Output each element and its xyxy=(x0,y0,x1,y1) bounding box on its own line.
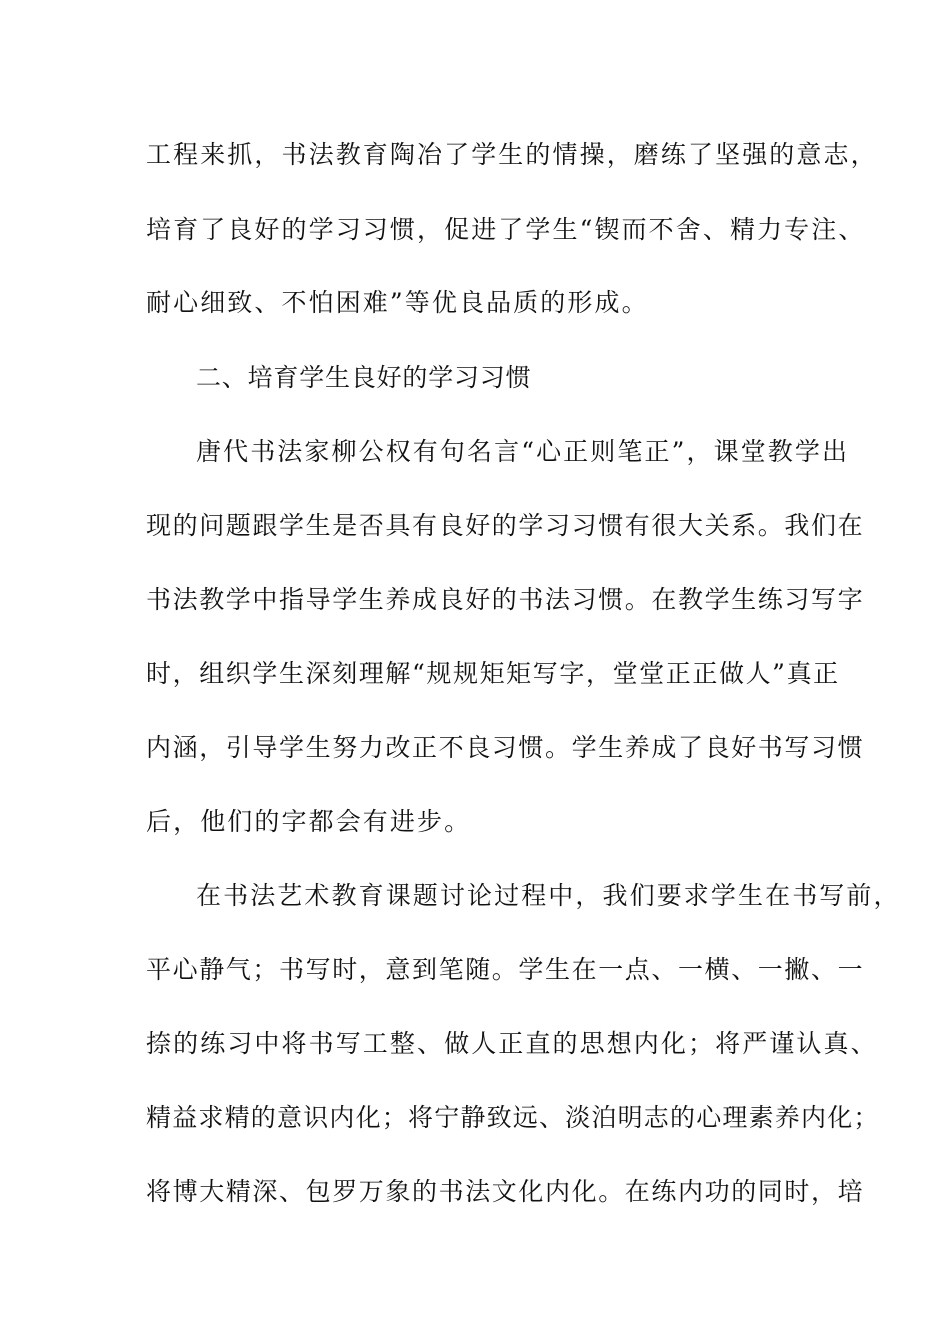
section-heading: 二、培育学生良好的学习习惯 xyxy=(196,363,532,392)
body-text-line: 捺的练习中将书写工整、做人正直的思想内化；将严谨认真、 xyxy=(146,1029,878,1058)
body-text-line: 后，他们的字都会有进步。 xyxy=(146,807,472,836)
body-text-line: 现的问题跟学生是否具有良好的学习习惯有很大关系。我们在 xyxy=(146,511,865,540)
body-text-line: 时，组织学生深刻理解“规规矩矩写字，堂堂正正做人”真正 xyxy=(146,659,840,688)
body-text-line: 工程来抓，书法教育陶冶了学生的情操，磨练了坚强的意志， xyxy=(146,140,878,169)
body-text-line: 将博大精深、包罗万象的书法文化内化。在练内功的同时，培 xyxy=(146,1177,865,1206)
body-text-line: 精益求精的意识内化；将宁静致远、淡泊明志的心理素养内化； xyxy=(146,1103,880,1132)
body-text-line: 在书法艺术教育课题讨论过程中，我们要求学生在书写前， xyxy=(196,881,901,910)
body-text-line: 内涵，引导学生努力改正不良习惯。学生养成了良好书写习惯 xyxy=(146,733,865,762)
body-text-line: 书法教学中指导学生养成良好的书法习惯。在教学生练习写字 xyxy=(146,585,865,614)
body-text-line: 耐心细致、不怕困难”等优良品质的形成。 xyxy=(146,288,649,317)
body-text-line: 平心静气；书写时，意到笔随。学生在一点、一横、一撇、一 xyxy=(146,955,865,984)
body-text-line: 唐代书法家柳公权有句名言“心正则笔正”，课堂教学出 xyxy=(196,437,850,466)
body-text-line: 培育了良好的学习习惯，促进了学生“锲而不舍、精力专注、 xyxy=(146,215,866,244)
